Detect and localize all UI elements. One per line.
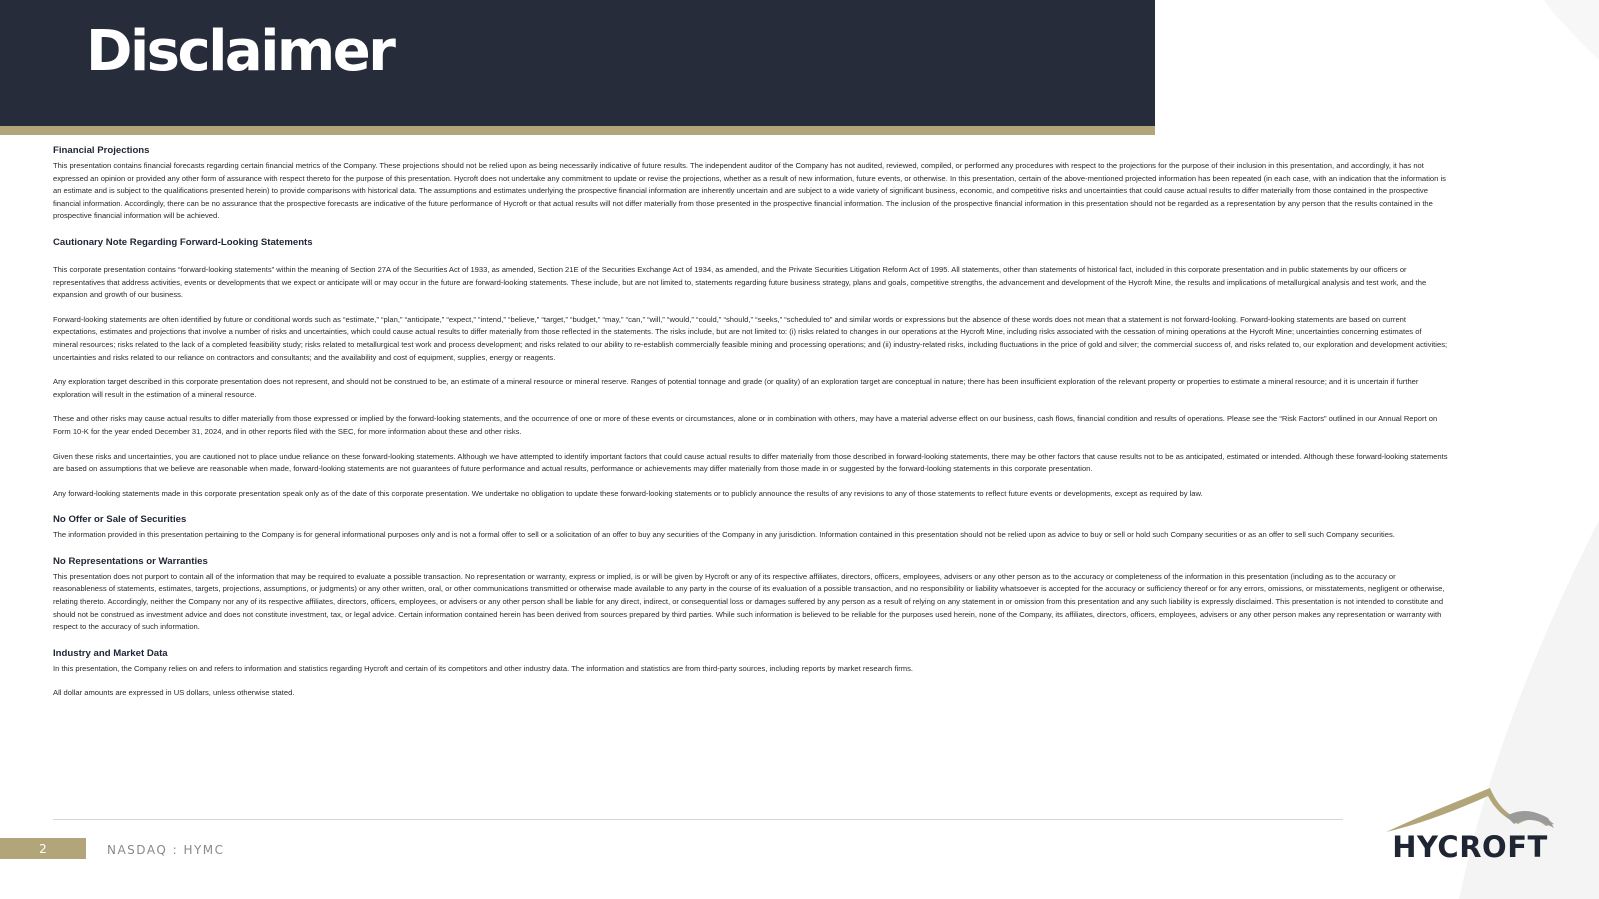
paragraph: In this presentation, the Company relies on and refers to information and statistics regarding Hycroft and certain of its competitors and other industry data. The information and statistics are from third-party sources, including reports by market research firms. (53, 663, 914, 673)
section-heading: No Representations or Warranties (53, 555, 208, 567)
paragraph: Any exploration target described in this corporate presentation does not represent, and should not be construed to be, an estimate of a mineral resource or mineral reserve. Ranges of potential tonnage and grade (or quality) of an exploration target are conceptual in nature; there has been insufficient exploration of the relevant property or properties to estimate a mineral resource; and it is uncertain if further exploration will result in the estimation of a mineral resource. (53, 377, 1419, 399)
page-number-badge (0, 838, 86, 859)
paragraph: Forward-looking statements are often identified by future or conditional words such as “estimate,” “plan,” “anticipate,” “expect,” “intend,” “believe,” “target,” “budget,” “may,” “can,” “will,” “would,” “could,” “should,” “seeks,” “scheduled to” and similar words or expressions but the absence of these words does not mean that a statement is not forward-looking. Forward-looking statements are based on current expectations, estimates and projections that involve a number of risks and uncertainties, which could cause actual results to differ materially from those reflected in the statements. The risks include, but are not limited to: (i) risks related to changes in our operations at the Hycroft Mine, including risks associated with the cessation of mining operations at the Hycroft Mine; uncertainties concerning estimates of mineral resources; risks related to the lack of a completed feasibility study; risks related to metallurgical test work and process development; and risks related to our ability to re-establish commercially feasible mining and processing operations; and (ii) industry-related risks, including fluctuations in the price of gold and silver; the commercial success of, and risks related to, our exploration and development activities; uncertainties and risks related to our reliance on contractors and consultants; and the availability and cost of equipment, supplies, energy or reagents. (53, 314, 1448, 362)
section-no-offer (53, 514, 1448, 542)
page-title: Disclaimer (86, 19, 394, 84)
paragraph: These and other risks may cause actual results to differ materially from those expressed or implied by the forward-looking statements, and the occurrence of one or more of these events or circumstances, alone or in combination with others, may have a material adverse effect on our business, cash flows, financial condition and results of operations. Please see the “Risk Factors” outlined in our Annual Report on Form 10-K for the year ended December 31, 2024, and in other reports filed with the SEC, for more information about these and other risks. (53, 414, 1438, 436)
paragraph: This presentation does not purport to contain all of the information that may be required to evaluate a possible transaction. No representation or warranty, express or implied, is or will be given by Hycroft or any of its respective affiliates, directors, officers, employees, advisers or any other person as to the accuracy or completeness of the information in this presentation (including as to the accuracy or reasonableness of statements, estimates, targets, projections, assumptions, or judgments) or any other written, oral, or other communications transmitted or otherwise made available to any party in the course of its evaluation of a possible transaction, and no responsibility or liability whatsoever is accepted for the accuracy or sufficiency thereof or for any errors, omissions, or misstatements, negligent or otherwise, relating thereto. Accordingly, neither the Company nor any of its respective affiliates, directors, officers, employees, or advisers or any other person shall be liable for any direct, indirect, or consequential loss or damages suffered by any person as a result of relying on any statement in or omission from this presentation and any such liability is expressly disclaimed. This presentation is not intended to constitute and should not be construed as investment advice and does not constitute investment, tax, or legal advice. Certain information contained herein has been derived from sources prepared by third parties. While such information is believed to be reliable for the purposes used herein, none of the Company, its affiliates, directors, officers, employees, advisers or any other person makes any representation or warranty with respect to the accuracy of such information. (53, 571, 1445, 632)
paragraph: This presentation contains financial forecasts regarding certain financial metrics of the Company. These projections should not be relied upon as being necessarily indicative of future results. The independent auditor of the Company has not audited, reviewed, compiled, or performed any procedures with respect to the projections for the purpose of their inclusion in this presentation, and accordingly, it has not expressed an opinion or provided any other form of assurance with respect thereto for the purpose of this presentation. Hycroft does not undertake any commitment to update or revise the projections, whether as a result of new information, future events, or otherwise. In this presentation, certain of the above-mentioned projected information has been repeated (in each case, with an indication that the information is an estimate and is subject to the qualifications presented herein) to provide comparisons with historical data. The assumptions and estimates underlying the prospective financial information are inherently uncertain and are subject to a wide variety of significant business, economic, and competitive risks and uncertainties that could cause actual results to differ materially from those contained in the prospective financial information. Accordingly, there can be no assurance that the prospective forecasts are indicative of the future performance of Hycroft or that actual results will not differ materially from those presented in the prospective financial information. The inclusion of the prospective financial information in this presentation should not be regarded as a representation by any person that the results contained in the prospective financial information will be achieved. (53, 161, 1446, 221)
section-heading: No Offer or Sale of Securities (53, 514, 187, 526)
page-number: 2 (39, 841, 47, 856)
section-no-representations (53, 556, 1448, 634)
title-banner-stripe (0, 126, 1155, 135)
mountain-logo-icon (1386, 788, 1554, 834)
paragraph: All dollar amounts are expressed in US dollars, unless otherwise stated. (53, 688, 295, 698)
section-industry-market-data (53, 648, 1448, 700)
section-heading: Financial Projections (53, 145, 150, 156)
footer-divider (53, 819, 1343, 820)
section-forward-looking-statements (53, 237, 1448, 500)
ticker-symbol: NASDAQ : HYMC (107, 843, 225, 857)
paragraph: Any forward-looking statements made in this corporate presentation speak only as of the date of this corporate presentation. We undertake no obligation to update these forward-looking statements or to publicly announce the results of any revisions to any of those statements to reflect future events or developments, except as required by law. (53, 488, 1203, 498)
logo-wordmark: HYCROFT (1392, 830, 1548, 864)
title-banner (0, 0, 1155, 126)
section-financial-projections (53, 145, 1448, 223)
paragraph: Given these risks and uncertainties, you are cautioned not to place undue reliance on these forward-looking statements. Although we have attempted to identify important factors that could cause actual results to differ materially from those described in forward-looking statements, there may be other factors that cause results not to be as anticipated, estimated or intended. Although these forward-looking statements are based on assumptions that we believe are reasonable when made, forward-looking statements are not guarantees of future performance and actual results, performance or achievements may differ materially from those made in or suggested by the forward-looking statements in this corporate presentation. (53, 451, 1448, 474)
paragraph: The information provided in this presentation pertaining to the Company is for general informational purposes only and is not a formal offer to sell or a solicitation of an offer to buy any securities of the Company in any jurisdiction. Information contained in this presentation should not be relied upon as advice to buy or sell or hold such Company securities or as an offer to sell such Company securities. (53, 530, 1395, 540)
section-heading: Cautionary Note Regarding Forward-Looking Statements (53, 236, 313, 248)
section-heading: Industry and Market Data (53, 647, 168, 659)
paragraph: This corporate presentation contains “forward-looking statements” within the meaning of Section 27A of the Securities Act of 1933, as amended, Section 21E of the Securities Exchange Act of 1934, as amended, and the Private Securities Litigation Reform Act of 1995. All statements, other than statements of historical fact, included in this corporate presentation and in public statements by our officers or representatives that address activities, events or developments that we expect or anticipate will or may occur in the future are forward-looking statements. These include, but are not limited to, statements regarding future business strategy, plans and goals, competitive strengths, the advancement and development of the Hycroft Mine, the results and implications of metallurgical analysis and test work, and the expansion and growth of our business. (53, 264, 1427, 300)
hycroft-logo (1386, 788, 1554, 868)
disclaimer-body (53, 145, 1448, 700)
